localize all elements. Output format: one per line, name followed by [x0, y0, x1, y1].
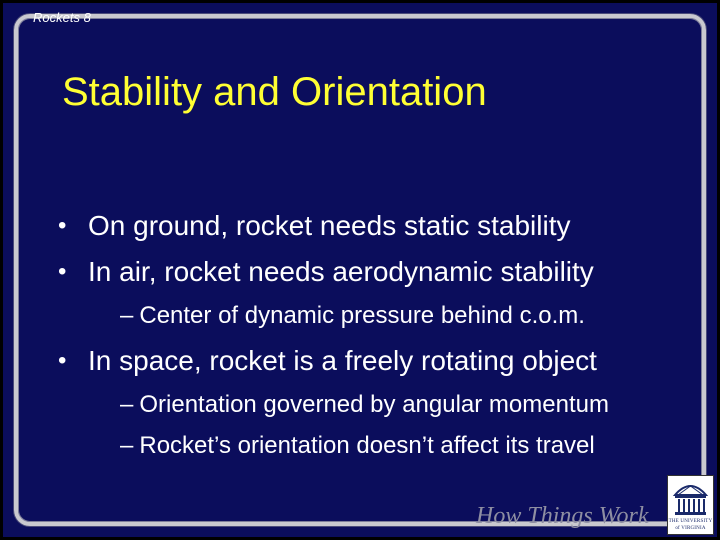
- bullet-text: On ground, rocket needs static stability: [88, 210, 571, 241]
- bullet-item: [58, 338, 698, 384]
- bullet-text: In space, rocket is a freely rotating object: [88, 345, 597, 376]
- slide-number-label: Rockets 8: [33, 10, 91, 25]
- bullet-text: In air, rocket needs aerodynamic stability: [88, 256, 594, 287]
- sub-bullet-text: Center of dynamic pressure behind c.o.m.: [139, 302, 585, 329]
- footer-brand: How Things Work: [476, 503, 649, 529]
- bullet-list: [58, 203, 698, 466]
- rotunda-icon: [672, 479, 709, 517]
- sub-bullet-item: [58, 384, 698, 425]
- bullet-dot: •: [58, 258, 67, 285]
- sub-bullet-dash: –: [120, 432, 134, 459]
- bullet-dot: •: [58, 212, 67, 239]
- bullet-dot: •: [58, 347, 67, 374]
- university-logo: [667, 475, 714, 535]
- sub-bullet-text: Rocket’s orientation doesn’t affect its travel: [139, 432, 595, 459]
- sub-bullet-dash: –: [120, 391, 134, 418]
- slide-title: Stability and Orientation: [62, 70, 487, 114]
- logo-text-line1: THE UNIVERSITY: [668, 519, 713, 524]
- sub-bullet-item: [58, 425, 698, 466]
- bullet-item: [58, 249, 698, 295]
- bullet-item: [58, 203, 698, 249]
- sub-bullet-dash: –: [120, 302, 134, 329]
- logo-text-line2: of VIRGINIA: [675, 526, 706, 531]
- sub-bullet-item: [58, 295, 698, 336]
- sub-bullet-text: Orientation governed by angular momentum: [139, 391, 609, 418]
